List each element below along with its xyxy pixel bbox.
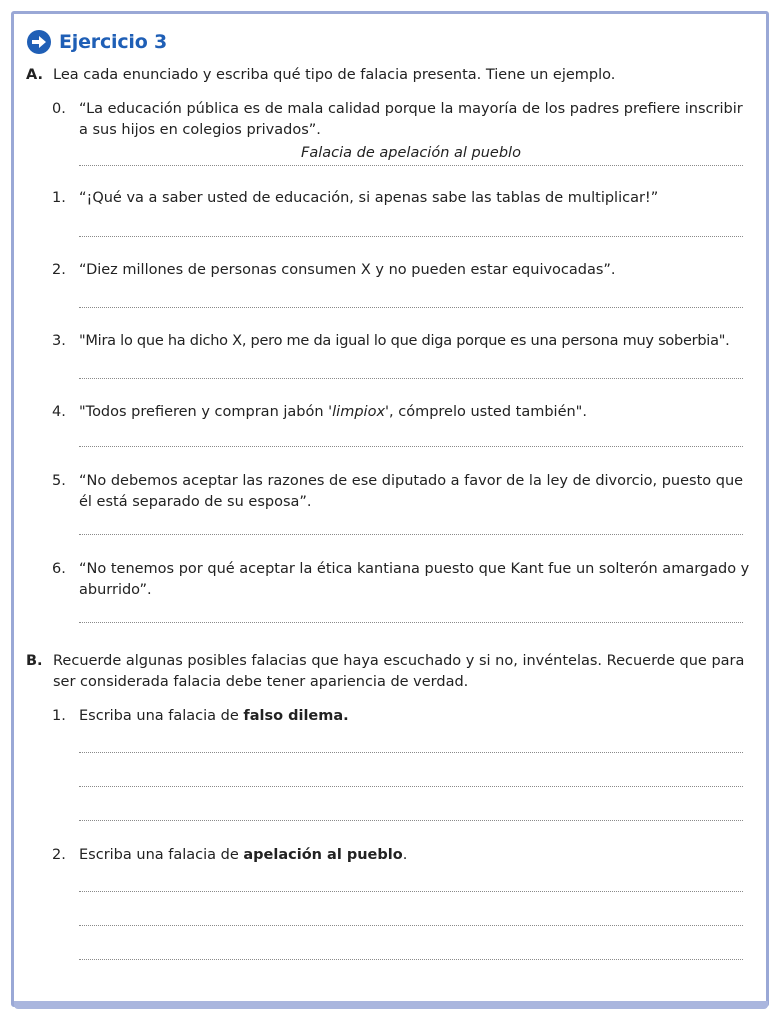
- section-a-letter: A.: [26, 67, 43, 83]
- prompt-suffix: .: [402, 847, 408, 863]
- section-a-text: Lea cada enunciado y escriba qué tipo de falacia presenta. Tiene un ejemplo.: [53, 67, 616, 83]
- fallacy-name: apelación al pueblo: [243, 847, 403, 863]
- answer-line[interactable]: [79, 534, 743, 535]
- example-item: [52, 99, 752, 141]
- section-a-instruction: [26, 65, 756, 86]
- answer-line[interactable]: [79, 236, 743, 237]
- arrow-right-icon: [27, 30, 51, 54]
- item-number: 2.: [52, 262, 66, 278]
- list-item: [52, 402, 752, 423]
- item-number: 6.: [52, 561, 66, 577]
- answer-line[interactable]: [79, 378, 743, 379]
- item-number: 2.: [52, 847, 66, 863]
- item-statement: “¡Qué va a saber usted de educación, si apenas sabe las tablas de multiplicar!”: [79, 190, 659, 206]
- item-number: 5.: [52, 473, 66, 489]
- fallacy-name: falso dilema.: [243, 708, 349, 724]
- list-item: [52, 188, 752, 209]
- list-item: [52, 331, 752, 352]
- item-number: 0.: [52, 101, 66, 117]
- list-item: [52, 260, 752, 281]
- answer-line[interactable]: [79, 786, 743, 787]
- item-statement: “No tenemos por qué aceptar la ética kantiana puesto que Kant fue un solterón amargado y aburrido”.: [79, 561, 750, 598]
- brand-name: limpiox: [332, 404, 386, 420]
- list-item: [52, 706, 752, 727]
- item-prompt: [79, 706, 752, 727]
- answer-line[interactable]: [79, 622, 743, 623]
- item-statement: "Mira lo que ha dicho X, pero me da igual lo que diga porque es una persona muy soberbia".: [79, 333, 730, 349]
- section-b-text: Recuerde algunas posibles falacias que haya escuchado y si no, invéntelas. Recuerde que para ser considerada falacia debe tener apariencia de verdad.: [53, 653, 745, 690]
- section-b-letter: B.: [26, 653, 43, 669]
- exercise-title: Ejercicio 3: [59, 31, 167, 53]
- exercise-header: [27, 30, 167, 54]
- answer-line[interactable]: [79, 307, 743, 308]
- item-number: 4.: [52, 404, 66, 420]
- item-number: 1.: [52, 190, 66, 206]
- frame-shadow: [14, 1001, 768, 1009]
- prompt-prefix: Escriba una falacia de: [79, 847, 244, 863]
- item-text-after: ', cómprelo usted también".: [385, 404, 587, 420]
- item-number: 3.: [52, 333, 66, 349]
- example-answer: Falacia de apelación al pueblo: [301, 145, 521, 161]
- item-statement: “Diez millones de personas consumen X y no pueden estar equivocadas”.: [79, 262, 616, 278]
- answer-line[interactable]: [79, 925, 743, 926]
- answer-line[interactable]: [79, 752, 743, 753]
- answer-line[interactable]: [79, 959, 743, 960]
- item-statement: [79, 402, 752, 423]
- item-statement: “No debemos aceptar las razones de ese diputado a favor de la ley de divorcio, puesto que él está separado de su esposa”.: [79, 473, 744, 510]
- item-prompt: [79, 845, 752, 866]
- prompt-prefix: Escriba una falacia de: [79, 708, 244, 724]
- example-statement: “La educación pública es de mala calidad porque la mayoría de los padres prefiere inscribir a sus hijos en colegios privados”.: [79, 101, 743, 138]
- answer-line[interactable]: [79, 820, 743, 821]
- answer-line[interactable]: [79, 891, 743, 892]
- answer-line[interactable]: [79, 165, 743, 166]
- item-text-before: "Todos prefieren y compran jabón ': [79, 404, 333, 420]
- item-number: 1.: [52, 708, 66, 724]
- list-item: [52, 845, 752, 866]
- answer-line[interactable]: [79, 446, 743, 447]
- list-item: [52, 471, 752, 513]
- section-b-instruction: [26, 651, 756, 693]
- list-item: [52, 559, 752, 601]
